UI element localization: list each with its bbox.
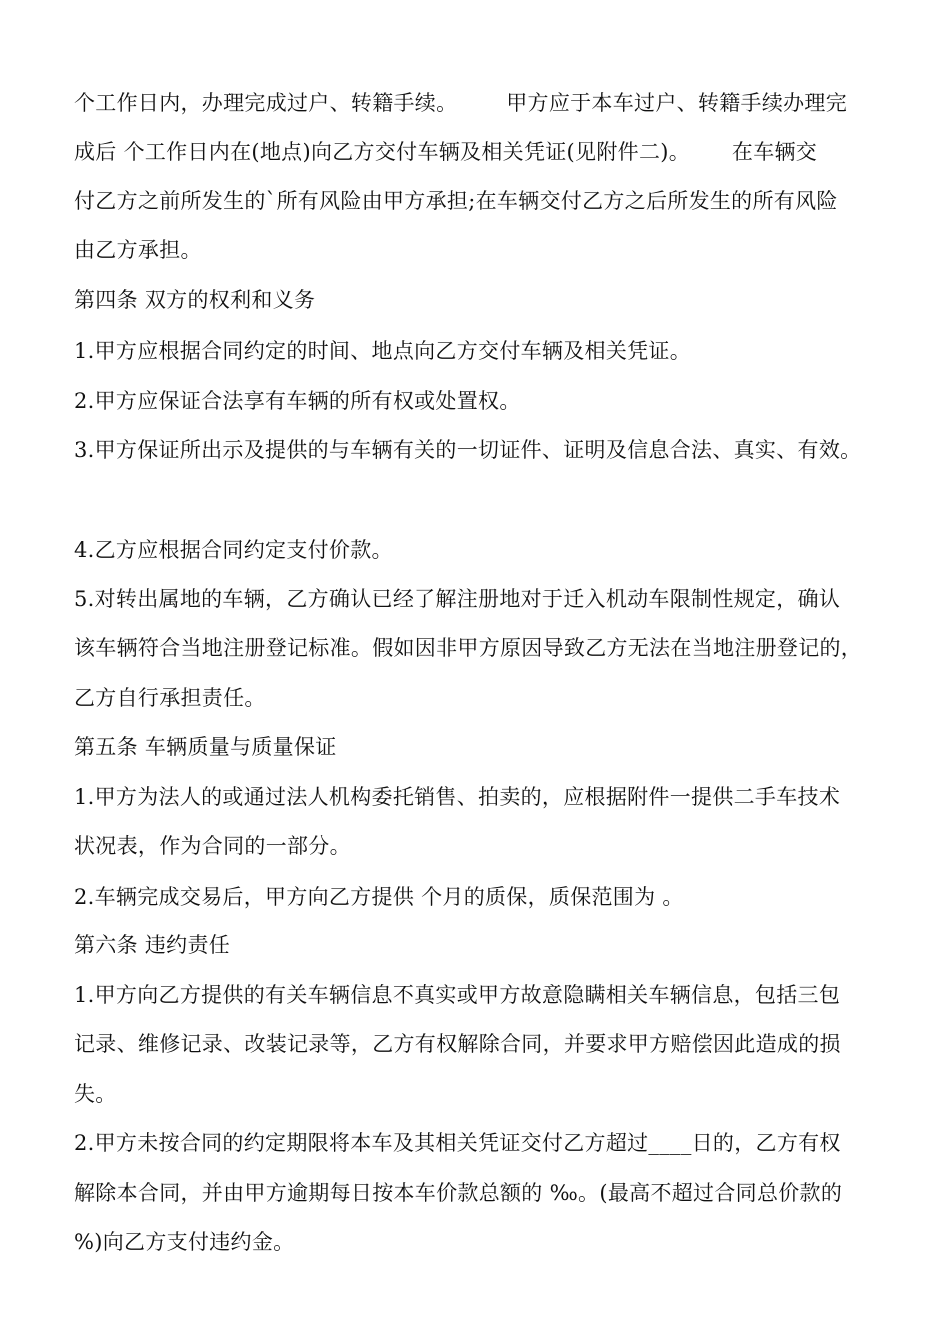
list-item: 1.甲方为法人的或通过法人机构委托销售、拍卖的，应根据附件一提供二手车技术 [74,785,841,809]
list-item: 4.乙方应根据合同约定支付价款。 [74,538,393,562]
paragraph-line: 该车辆符合当地注册登记标准。假如因非甲方原因导致乙方无法在当地注册登记的， [74,636,863,660]
list-item: 2.甲方应保证合法享有车辆的所有权或处置权。 [74,389,521,413]
list-item: 1.甲方向乙方提供的有关车辆信息不真实或甲方故意隐瞒相关车辆信息，包括三包 [74,983,841,1007]
section-heading: 第五条 车辆质量与质量保证 [74,735,337,759]
paragraph-line: 解除本合同，并由甲方逾期每日按本车价款总额的 ‰。(最高不超过合同总价款的 [74,1181,843,1205]
list-item: 2.甲方未按合同的约定期限将本车及其相关凭证交付乙方超过____日的，乙方有权 [74,1131,841,1155]
paragraph-line: 由乙方承担。 [74,238,202,262]
paragraph-line: 成后 个工作日内在(地点)向乙方交付车辆及相关凭证(见附件二)。 在车辆交 [74,140,818,164]
paragraph-line: 乙方自行承担责任。 [74,686,266,710]
list-item: 2.车辆完成交易后，甲方向乙方提供 个月的质保，质保范围为 。 [74,885,684,909]
paragraph-line: 个工作日内，办理完成过户、转籍手续。 甲方应于本车过户、转籍手续办理完 [74,91,848,115]
section-heading: 第四条 双方的权利和义务 [74,288,316,312]
paragraph-line: 状况表，作为合同的一部分。 [74,834,351,858]
paragraph-line: 失。 [74,1082,117,1106]
list-item: 1.甲方应根据合同约定的时间、地点向乙方交付车辆及相关凭证。 [74,339,692,363]
list-item: 3.甲方保证所出示及提供的与车辆有关的一切证件、证明及信息合法、真实、有效。 [74,438,862,462]
paragraph-line: 付乙方之前所发生的`所有风险由甲方承担;在车辆交付乙方之后所发生的所有风险 [74,189,838,213]
section-heading: 第六条 违约责任 [74,933,231,957]
list-item: 5.对转出属地的车辆，乙方确认已经了解注册地对于迁入机动车限制性规定，确认 [74,587,841,611]
paragraph-line: %)向乙方支付违约金。 [74,1230,295,1254]
paragraph-line: 记录、维修记录、改装记录等，乙方有权解除合同，并要求甲方赔偿因此造成的损 [74,1032,841,1056]
